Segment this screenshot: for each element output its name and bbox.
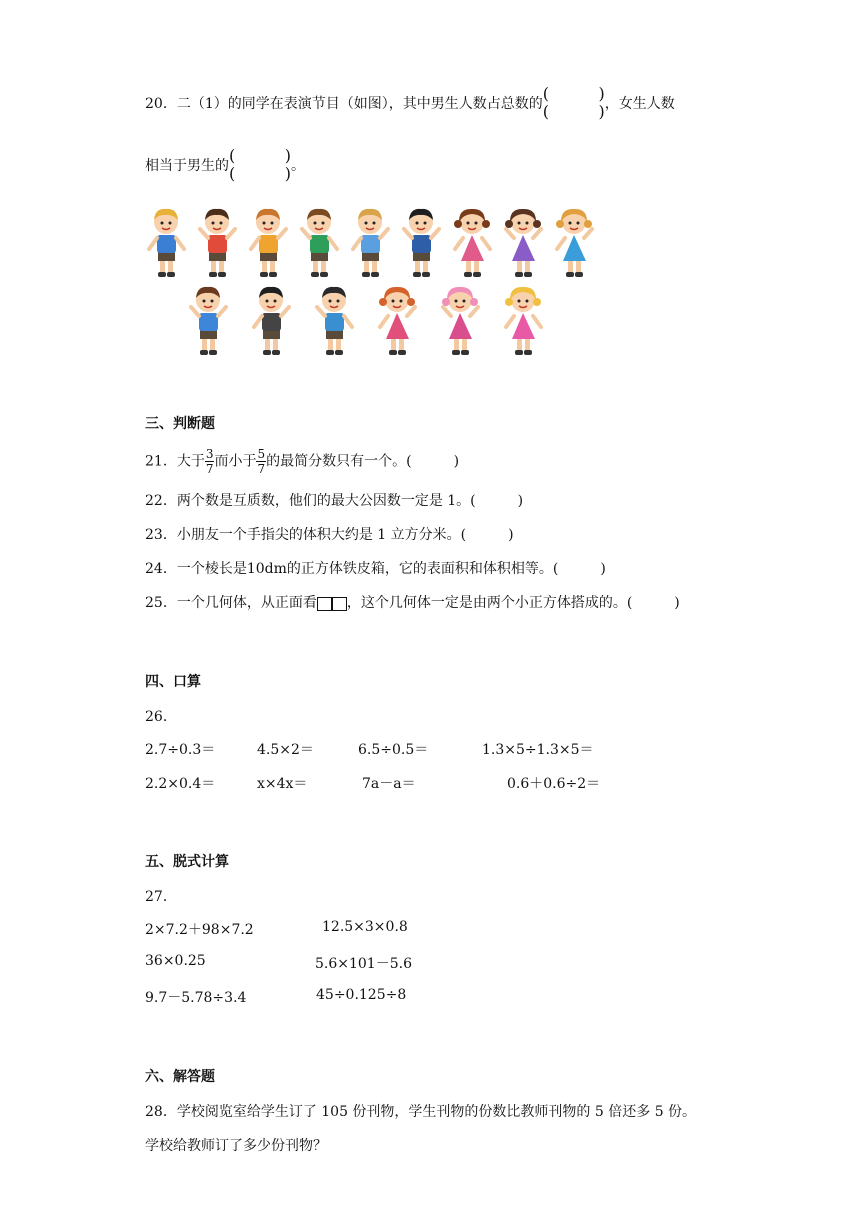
q20-text-2-tail: 。 [291,158,305,174]
oral-item: 2.2×0.4＝ [145,776,216,792]
oral-item: 1.3×5÷1.3×5＝ [482,742,594,758]
boy-figure [185,283,231,358]
boy-figure [311,283,357,358]
calc-item: 2×7.2＋98×7.2 [145,922,254,938]
question-26-number: 26． [145,709,177,725]
question-27-number: 27． [145,889,177,905]
boy-figure [143,205,189,280]
answer-blank-fraction-1[interactable]: ( ) ( ) [542,84,605,121]
fraction-3-7: $\frac{3}{7}$ [205,447,214,476]
question-24: 24．一个棱长是10dm的正方体铁皮箱，它的表面积和体积相等。( ) [145,561,606,577]
q20-text-2: 相当于男生的 [145,158,229,174]
question-21: 21．大于 $\frac{3}{7}$ 而小于 $\frac{5}{7}$ 的最简分数只有一个。( ) [145,447,460,476]
section-calc-heading: 五、脱式计算 [145,854,229,870]
q20-line2 [145,148,305,184]
calc-item: 36×0.25 [145,953,206,969]
oral-item: 2.7÷0.3＝ [145,742,216,758]
question-22: 22．两个数是互质数，他们的最大公因数一定是 1。( ) [145,493,524,509]
q20-text: 20．二（1）的同学在表演节目（如图），其中男生人数占总数的 [145,96,543,112]
boy-figure [347,205,393,280]
girl-figure [500,283,546,358]
boy-figure [296,205,342,280]
answer-blank-fraction-2[interactable]: ( ) ( ) [229,146,291,183]
boy-figure [245,205,291,280]
section-judge-heading: 三、判断题 [145,416,215,432]
two-squares-icon [317,597,347,610]
q20-text-tail: ，女生人数 [604,96,675,112]
girl-figure [500,205,546,280]
oral-item: 0.6＋0.6÷2＝ [507,776,601,792]
girl-figure [551,205,597,280]
oral-item: x×4x＝ [257,776,308,792]
fraction-5-7: $\frac{5}{7}$ [257,447,266,476]
question-23: 23．小朋友一个手指尖的体积大约是 1 立方分米。( ) [145,527,514,543]
section-word-heading: 六、解答题 [145,1069,215,1085]
calc-item: 9.7－5.78÷3.4 [145,990,247,1006]
section-oral-heading: 四、口算 [145,674,201,690]
oral-item: 7a－a＝ [362,776,416,792]
calc-item: 12.5×3×0.8 [322,919,408,935]
boy-figure [248,283,294,358]
question-25: 25．一个几何体，从正面看 ，这个几何体一定是由两个小正方体搭成的。( ) [145,595,680,611]
question-28-line1: 28．学校阅览室给学生订了 105 份刊物，学生刊物的份数比教师刊物的 5 倍还多 5 份。 [145,1104,697,1120]
question-28-line2: 学校给教师订了多少份刊物？ [145,1138,327,1154]
q20-line1 [145,86,675,122]
girl-figure [449,205,495,280]
boy-figure [398,205,444,280]
boy-figure [194,205,240,280]
calc-item: 5.6×101－5.6 [315,956,412,972]
calc-item: 45÷0.125÷8 [316,987,407,1003]
children-illustration [140,205,620,360]
oral-item: 6.5÷0.5＝ [358,742,429,758]
girl-figure [374,283,420,358]
oral-item: 4.5×2＝ [257,742,314,758]
girl-figure [437,283,483,358]
